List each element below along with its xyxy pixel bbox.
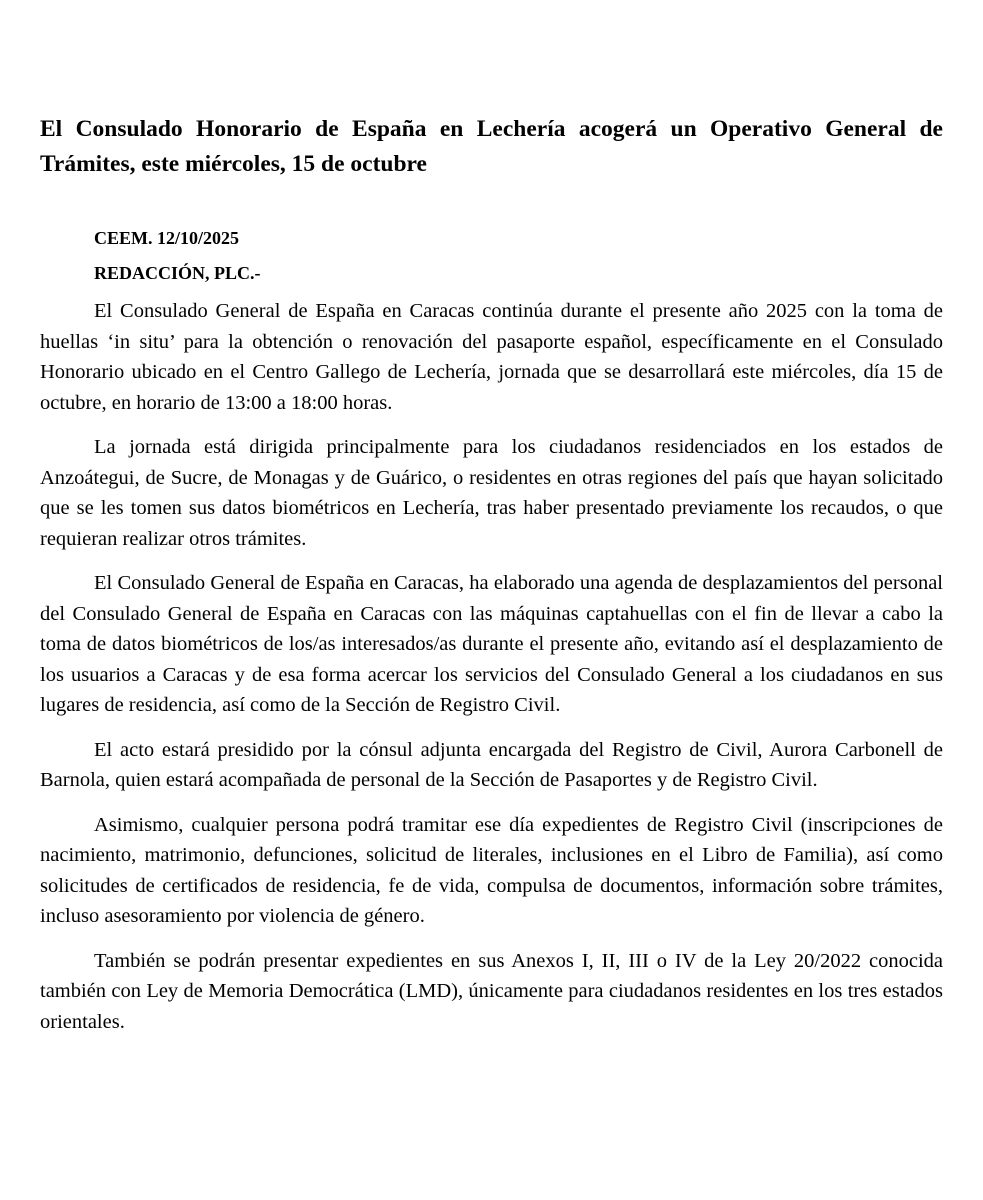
dateline: CEEM. 12/10/2025 [94, 228, 240, 248]
headline: El Consulado Honorario de España en Lechería acogerá un Operativo General de Trámites, este miércoles, 15 de octubre [40, 116, 943, 177]
paragraph-3: El Consulado General de España en Caracas, ha elaborado una agenda de desplazamientos del personal del Consulado General de España en Caracas con las máquinas captahuellas con el fin de llevar a cabo la toma de datos biométricos de los/as interesados/as durante el presente año, evitando así el desplazamiento de los usuarios a Caracas y de esa forma acercar los servicios del Consulado General a los ciudadanos en sus lugares de residencia, así como de la Sección de Registro Civil. [40, 572, 943, 716]
document-page [40, 0, 943, 1037]
paragraph-1: El Consulado General de España en Caracas continúa durante el presente año 2025 con la toma de huellas ‘in situ’ para la obtención o renovación del pasaporte español, específicamente en el Consulado Honorario ubicado en el Centro Gallego de Lechería, jornada que se desarrollará este miércoles, día 15 de octubre, en horario de 13:00 a 18:00 horas. [40, 300, 943, 414]
paragraph-4: El acto estará presidido por la cónsul adjunta encargada del Registro de Civil, Aurora Carbonell de Barnola, quien estará acompañada de personal de la Sección de Pasaportes y de Registro Civil. [40, 738, 943, 791]
paragraph-5: Asimismo, cualquier persona podrá tramitar ese día expedientes de Registro Civil (inscripciones de nacimiento, matrimonio, defunciones, solicitud de literales, inclusiones en el Libro de Familia), así como solicitudes de certificados de residencia, fe de vida, compulsa de documentos, información sobre trámites, incluso asesoramiento por violencia de género. [40, 813, 943, 927]
paragraph-2: La jornada está dirigida principalmente para los ciudadanos residenciados en los estados de Anzoátegui, de Sucre, de Monagas y de Guárico, o residentes en otras regiones del país que hayan solicitado que se les tomen sus datos biométricos en Lechería, tras haber presentado previamente los recaudos, o que requieran realizar otros trámites. [40, 436, 943, 550]
byline: REDACCIÓN, PLC.- [94, 263, 261, 283]
paragraph-6: También se podrán presentar expedientes en sus Anexos I, II, III o IV de la Ley 20/2022 conocida también con Ley de Memoria Democrática (LMD), únicamente para ciudadanos residentes en los tres estados orientales. [40, 949, 943, 1033]
